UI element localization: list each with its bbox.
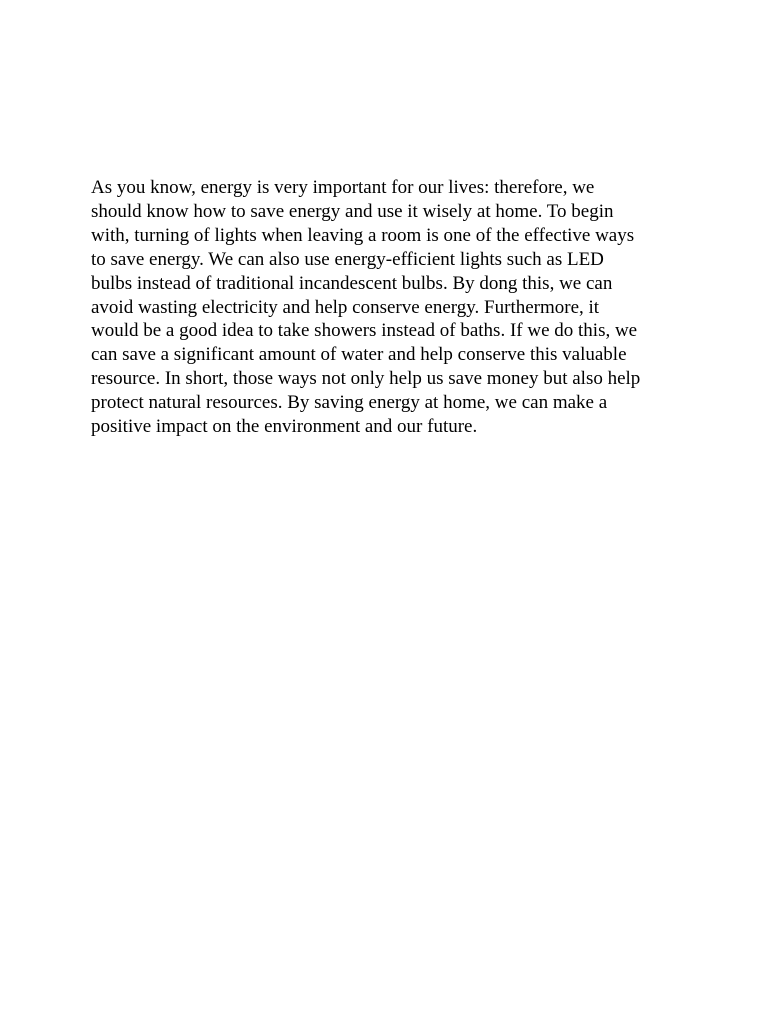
body-paragraph bbox=[91, 176, 681, 439]
paragraph-line: would be a good idea to take showers instead of baths. If we do this, we bbox=[91, 320, 638, 342]
paragraph-line: As you know, energy is very important for our lives: therefore, we bbox=[91, 177, 595, 198]
paragraph-line: avoid wasting electricity and help conserve energy. Furthermore, it bbox=[91, 296, 600, 318]
paragraph-line: can save a significant amount of water and help conserve this valuable bbox=[91, 344, 627, 366]
paragraph-line: resource. In short, those ways not only help us save money but also help bbox=[91, 368, 641, 390]
paragraph-line: with, turning of lights when leaving a room is one of the effective ways bbox=[91, 224, 635, 246]
paragraph-line: positive impact on the environment and our future. bbox=[91, 416, 478, 438]
paragraph-line: protect natural resources. By saving energy at home, we can make a bbox=[91, 392, 608, 414]
paragraph-line: to save energy. We can also use energy-efficient lights such as LED bbox=[91, 248, 604, 270]
paragraph-line: should know how to save energy and use it wisely at home. To begin bbox=[91, 200, 614, 222]
paragraph-line: bulbs instead of traditional incandescent bulbs. By dong this, we can bbox=[91, 272, 613, 294]
